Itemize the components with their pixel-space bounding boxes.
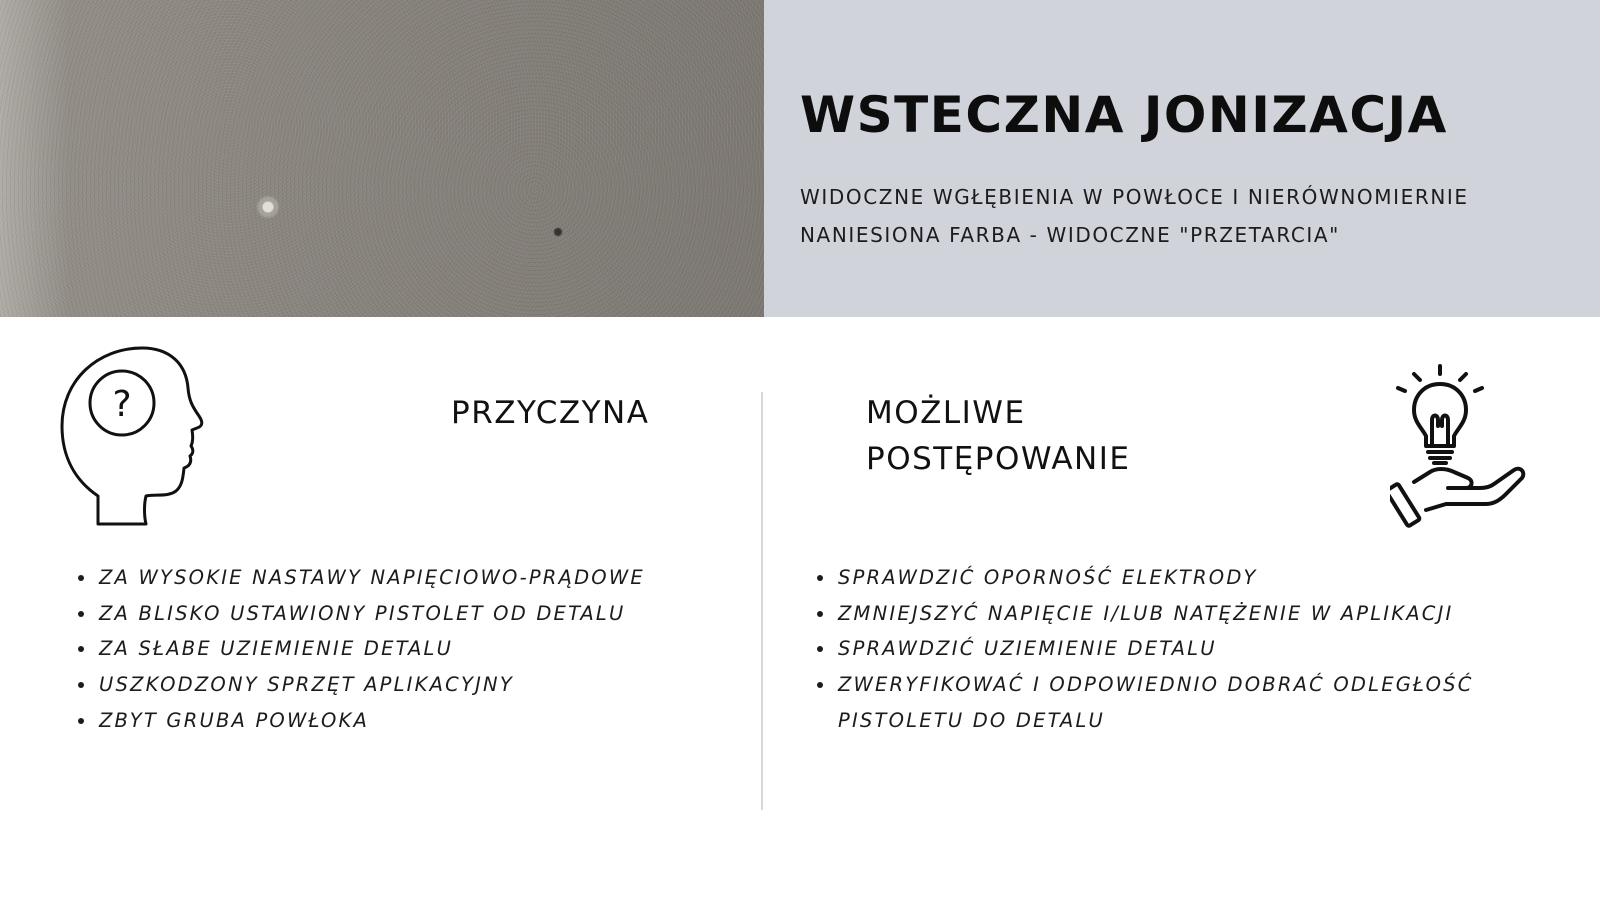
page-subtitle: WIDOCZNE WGŁĘBIENIA W POWŁOCE I NIERÓWNOMIERNIE NANIESIONA FARBA - WIDOCZNE "PRZETARCIA" — [800, 185, 1469, 247]
list-item: ZA WYSOKIE NASTAWY NAPIĘCIOWO-PRĄDOWE — [78, 560, 738, 596]
page-title: WSTECZNA JONIZACJA — [800, 86, 1448, 144]
causes-list — [78, 560, 738, 739]
list-item: ZWERYFIKOWAĆ I ODPOWIEDNIO DOBRAĆ ODLEGŁOŚĆ PISTOLETU DO DETALU — [817, 667, 1517, 738]
header-panel — [764, 0, 1600, 317]
actions-heading-line2: POSTĘPOWANIE — [866, 441, 1131, 477]
list-item: ZBYT GRUBA POWŁOKA — [78, 703, 738, 739]
actions-list — [817, 560, 1517, 739]
lightbulb-hand-icon — [1390, 364, 1528, 530]
list-item: ZA SŁABE UZIEMIENIE DETALU — [78, 631, 738, 667]
actions-heading-line1: MOŻLIWE — [866, 395, 1026, 431]
list-item: ZA BLISKO USTAWIONY PISTOLET OD DETALU — [78, 596, 738, 632]
actions-heading — [866, 390, 1130, 482]
list-item: SPRAWDZIĆ OPORNOŚĆ ELEKTRODY — [817, 560, 1517, 596]
coating-defect-photo — [0, 0, 764, 317]
list-item: SPRAWDZIĆ UZIEMIENIE DETALU — [817, 631, 1517, 667]
list-item: ZMNIEJSZYĆ NAPIĘCIE I/LUB NATĘŻENIE W APLIKACJI — [817, 596, 1517, 632]
causes-heading: PRZYCZYNA — [451, 395, 650, 431]
column-divider — [761, 392, 763, 810]
list-item: USZKODZONY SPRZĘT APLIKACYJNY — [78, 667, 738, 703]
svg-text:?: ? — [112, 384, 132, 425]
head-question-icon — [58, 346, 210, 528]
